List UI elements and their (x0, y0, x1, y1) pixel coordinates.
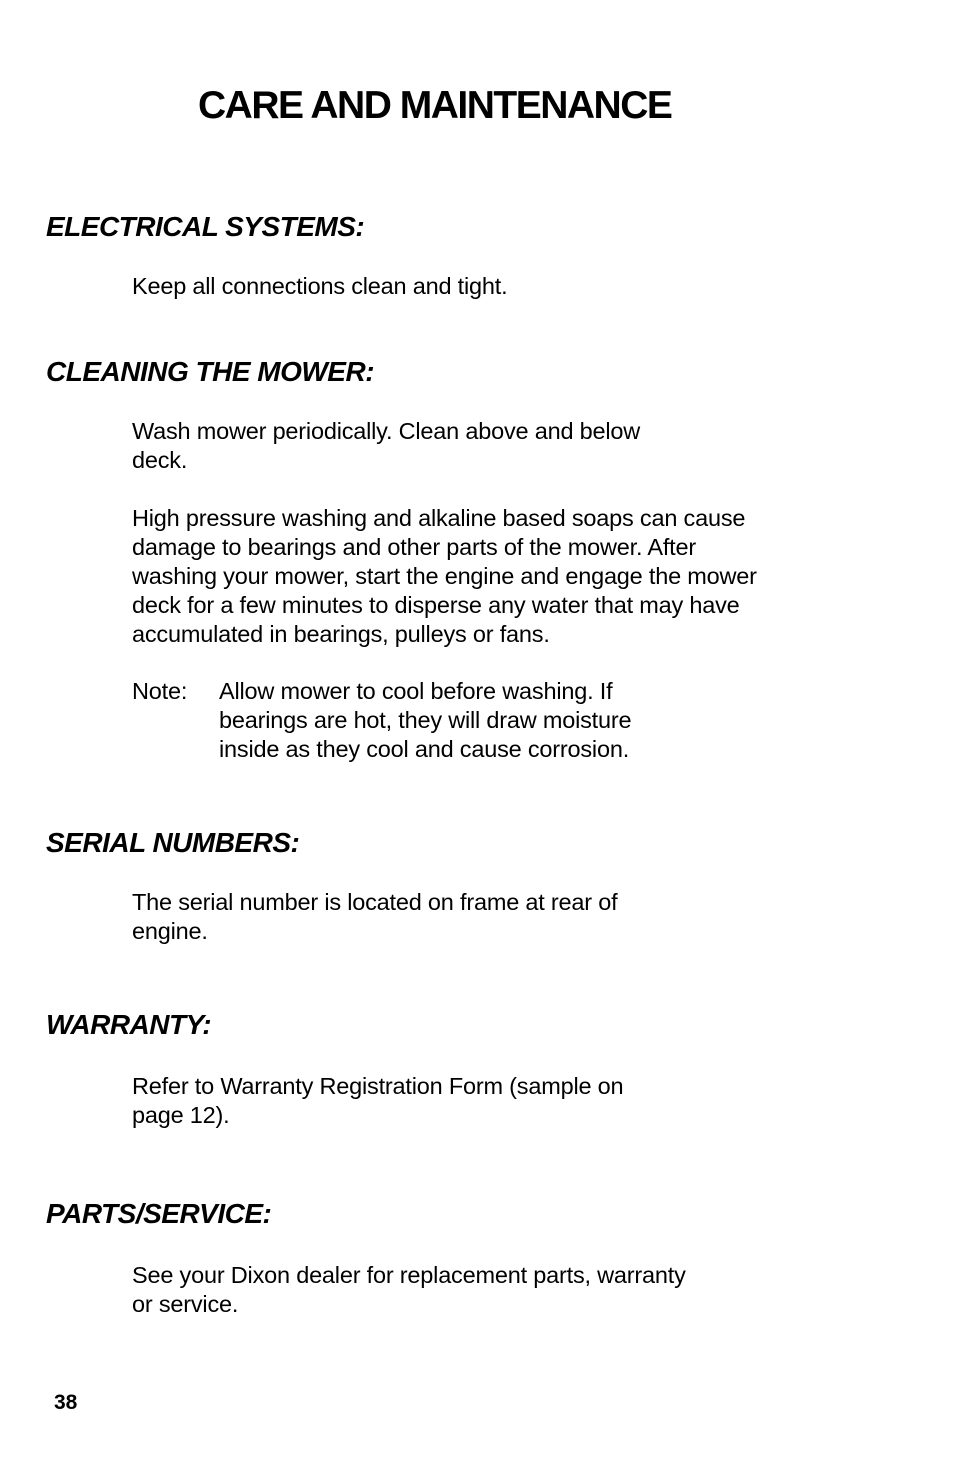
warranty-text: Refer to Warranty Registration Form (sample on page 12). (132, 1073, 624, 1128)
heading-cleaning-the-mower: CLEANING THE MOWER: (46, 356, 375, 387)
heading-electrical-systems: ELECTRICAL SYSTEMS: (46, 211, 365, 242)
cleaning-paragraph-1: Wash mower periodically. Clean above and below deck. (132, 418, 641, 473)
electrical-systems-text: Keep all connections clean and tight. (132, 273, 508, 299)
heading-parts-service: PARTS/SERVICE: (46, 1198, 272, 1229)
page-title: CARE AND MAINTENANCE (198, 84, 672, 127)
parts-service-text: See your Dixon dealer for replacement parts, warranty or service. (132, 1262, 686, 1317)
heading-serial-numbers: SERIAL NUMBERS: (46, 827, 300, 858)
note-label: Note: (132, 678, 188, 704)
note-text: Allow mower to cool before washing. If bearings are hot, they will draw moisture inside as they cool and cause corrosion. (219, 678, 632, 762)
heading-warranty: WARRANTY: (46, 1009, 212, 1040)
serial-numbers-text: The serial number is located on frame at rear of engine. (132, 889, 618, 944)
page-number: 38 (54, 1391, 78, 1414)
cleaning-paragraph-2: High pressure washing and alkaline based soaps can cause damage to bearings and other parts of the mower. After washing your mower, start the engine and engage the mower deck for a few minutes to disperse any water that may have accumulated in bearings, pulleys or fans. (132, 505, 757, 647)
